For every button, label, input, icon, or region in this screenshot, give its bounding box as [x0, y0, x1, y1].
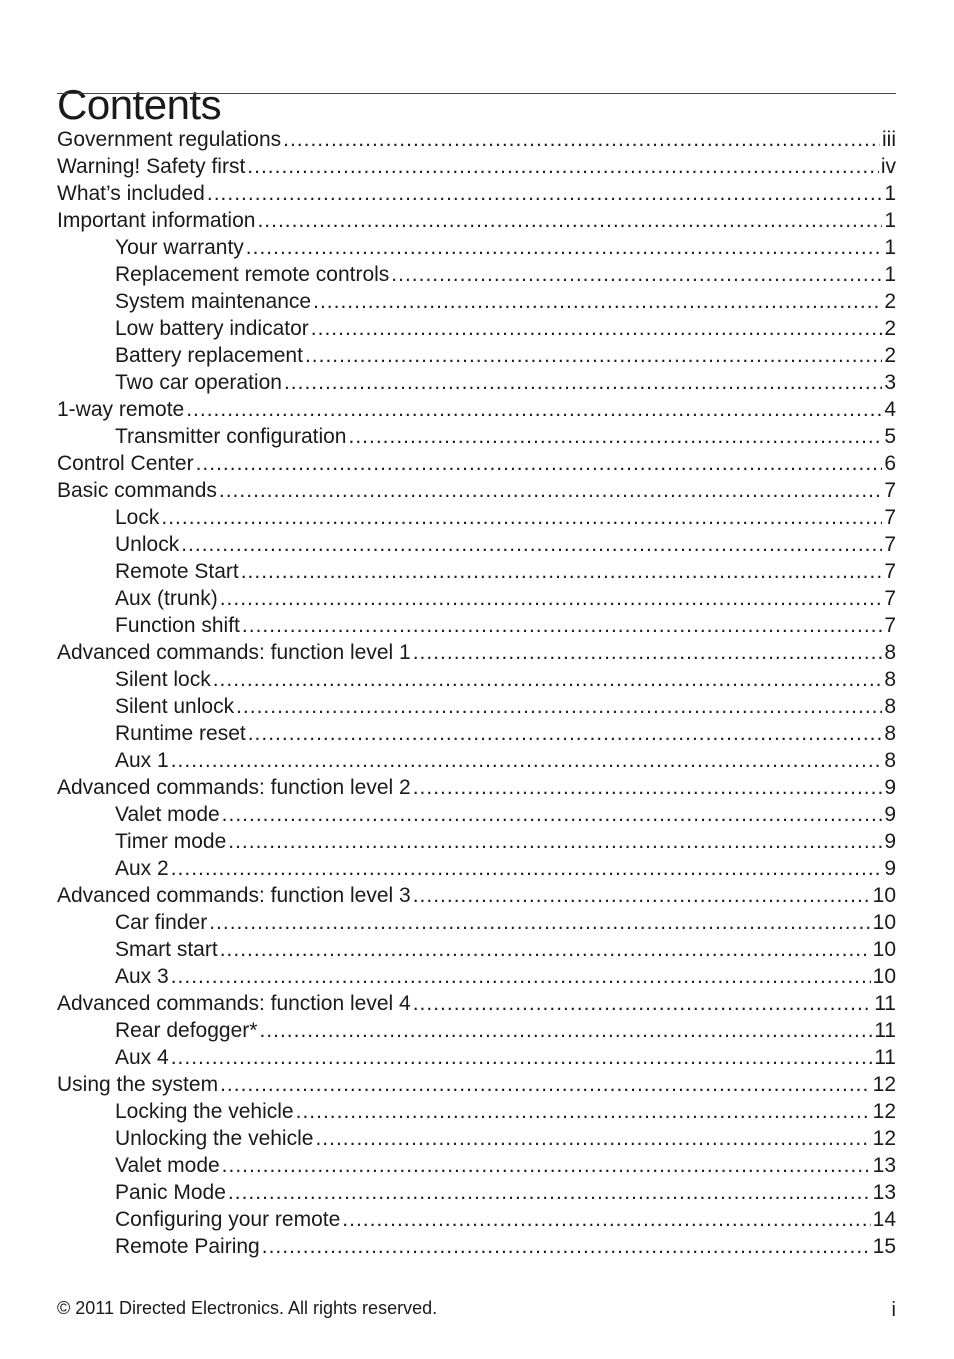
toc-entry[interactable] [57, 450, 896, 477]
toc-entry-page: 11 [874, 1019, 896, 1042]
toc-subentry[interactable] [57, 288, 896, 315]
toc-entry-label: Runtime reset [115, 722, 246, 745]
toc-entry-page: 7 [884, 533, 896, 556]
toc-entry-page: 8 [884, 641, 896, 664]
toc-entry-page: 1 [884, 182, 896, 205]
toc-entry-label: Timer mode [115, 830, 227, 853]
toc-entry-page: 7 [884, 587, 896, 610]
toc-subentry[interactable] [57, 909, 896, 936]
page-number: i [891, 1299, 896, 1321]
toc-subentry[interactable] [57, 963, 896, 990]
dot-leader [171, 855, 883, 882]
toc-entry-page: 2 [884, 344, 896, 367]
dot-leader [161, 504, 882, 531]
toc-entry-page: 2 [884, 317, 896, 340]
toc-entry-label: Advanced commands: function level 2 [57, 776, 411, 799]
toc-entry-page: 13 [872, 1181, 896, 1204]
toc-subentry[interactable] [57, 936, 896, 963]
toc-entry-page: 12 [872, 1127, 896, 1150]
toc-entry-page: 10 [872, 884, 896, 907]
toc-entry-page: 7 [884, 614, 896, 637]
dot-leader [213, 666, 883, 693]
toc-entry-page: iii [882, 128, 896, 151]
toc-entry-page: 7 [884, 506, 896, 529]
toc-subentry[interactable] [57, 1125, 896, 1152]
toc-subentry[interactable] [57, 612, 896, 639]
dot-leader [222, 1152, 871, 1179]
toc-entry-label: What’s included [57, 182, 205, 205]
toc-entry-page: 6 [884, 452, 896, 475]
toc-entry-label: Control Center [57, 452, 194, 475]
toc-entry-page: 1 [884, 209, 896, 232]
toc-entry-label: Configuring your remote [115, 1208, 341, 1231]
toc-entry-label: Panic Mode [115, 1181, 226, 1204]
toc-entry-page: 9 [884, 776, 896, 799]
toc-subentry[interactable] [57, 693, 896, 720]
toc-entry-label: Aux 3 [115, 965, 169, 988]
toc-entry-page: iv [880, 155, 896, 178]
toc-subentry[interactable] [57, 369, 896, 396]
toc-entry[interactable] [57, 126, 896, 153]
toc-entry[interactable] [57, 180, 896, 207]
toc-entry-page: 10 [872, 911, 896, 934]
dot-leader [209, 909, 870, 936]
toc-entry-label: Function shift [115, 614, 240, 637]
toc-entry-label: Aux (trunk) [115, 587, 218, 610]
toc-entry[interactable] [57, 990, 896, 1017]
toc-entry-page: 8 [884, 668, 896, 691]
toc-entry[interactable] [57, 477, 896, 504]
toc-subentry[interactable] [57, 531, 896, 558]
dot-leader [342, 1206, 870, 1233]
dot-leader [284, 369, 882, 396]
toc-subentry[interactable] [57, 342, 896, 369]
toc-entry-page: 15 [872, 1235, 896, 1258]
dot-leader [207, 180, 882, 207]
dot-leader [246, 234, 883, 261]
toc-entry-page: 11 [874, 1046, 896, 1069]
dot-leader [257, 207, 882, 234]
toc-subentry[interactable] [57, 504, 896, 531]
toc-entry-label: Unlock [115, 533, 180, 556]
toc-entry-page: 14 [872, 1208, 896, 1231]
toc-entry-page: 9 [884, 830, 896, 853]
toc-entry-page: 11 [874, 992, 896, 1015]
toc-entry-label: Aux 1 [115, 749, 169, 772]
toc-entry[interactable] [57, 1071, 896, 1098]
dot-leader [413, 774, 883, 801]
dot-leader [311, 315, 883, 342]
toc-entry-label: 1-way remote [57, 398, 185, 421]
dot-leader [219, 477, 882, 504]
toc-entry-page: 13 [872, 1154, 896, 1177]
toc-subentry[interactable] [57, 315, 896, 342]
toc-entry-page: 10 [872, 965, 896, 988]
dot-leader [196, 450, 883, 477]
toc-entry-label: System maintenance [115, 290, 312, 313]
toc-subentry[interactable] [57, 747, 896, 774]
toc-subentry[interactable] [57, 666, 896, 693]
toc-subentry[interactable] [57, 720, 896, 747]
toc-entry-label: Advanced commands: function level 3 [57, 884, 411, 907]
dot-leader [186, 396, 882, 423]
toc-entry-label: Important information [57, 209, 256, 232]
toc-entry-label: Lock [115, 506, 160, 529]
toc-entry-page: 5 [884, 425, 896, 448]
toc-entry-page: 10 [872, 938, 896, 961]
toc-entry-label: Transmitter configuration [115, 425, 347, 448]
toc-entry-page: 3 [884, 371, 896, 394]
dot-leader [220, 585, 883, 612]
dot-leader [283, 126, 880, 153]
toc-entry-label: Silent lock [115, 668, 211, 691]
toc-entry-page: 2 [884, 290, 896, 313]
dot-leader [220, 1071, 871, 1098]
toc-subentry[interactable] [57, 423, 896, 450]
toc-subentry[interactable] [57, 1233, 896, 1260]
toc-subentry[interactable] [57, 558, 896, 585]
dot-leader [228, 1179, 871, 1206]
toc-subentry[interactable] [57, 234, 896, 261]
toc-entry[interactable] [57, 639, 896, 666]
toc-entry-label: Low battery indicator [115, 317, 309, 340]
dot-leader [228, 828, 882, 855]
toc-subentry[interactable] [57, 261, 896, 288]
dot-leader [296, 1098, 871, 1125]
toc-entry[interactable] [57, 207, 896, 234]
toc-entry-label: Advanced commands: function level 1 [57, 641, 411, 664]
dot-leader [181, 531, 882, 558]
toc-entry-label: Basic commands [57, 479, 217, 502]
toc-subentry[interactable] [57, 1017, 896, 1044]
toc-entry-page: 8 [884, 695, 896, 718]
toc-entry-label: Advanced commands: function level 4 [57, 992, 411, 1015]
toc-entry-label: Rear defogger* [115, 1019, 258, 1042]
toc-entry-label: Two car operation [115, 371, 282, 394]
toc-entry-label: Remote Start [115, 560, 239, 583]
dot-leader [315, 1125, 870, 1152]
dot-leader [248, 720, 883, 747]
dot-leader [313, 288, 882, 315]
toc-entry-page: 1 [884, 263, 896, 286]
toc-subentry[interactable] [57, 1206, 896, 1233]
footer-copyright: © 2011 Directed Electronics. All rights reserved. [57, 1298, 438, 1318]
toc-subentry[interactable] [57, 828, 896, 855]
toc-entry-label: Remote Pairing [115, 1235, 260, 1258]
toc-entry-label: Your warranty [115, 236, 244, 259]
toc-entry-label: Smart start [115, 938, 218, 961]
dot-leader [262, 1233, 871, 1260]
dot-leader [413, 990, 872, 1017]
dot-leader [236, 693, 882, 720]
toc-entry-label: Car finder [115, 911, 208, 934]
toc-entry-page: 7 [884, 479, 896, 502]
toc-entry[interactable] [57, 153, 896, 180]
dot-leader [220, 936, 871, 963]
toc-subentry[interactable] [57, 1044, 896, 1071]
dot-leader [259, 1017, 872, 1044]
title-divider [57, 93, 896, 94]
dot-leader [222, 801, 883, 828]
dot-leader [413, 882, 871, 909]
table-of-contents [57, 126, 896, 1260]
toc-entry-label: Aux 2 [115, 857, 169, 880]
toc-entry-page: 12 [872, 1100, 896, 1123]
toc-entry-label: Locking the vehicle [115, 1100, 294, 1123]
toc-entry-label: Replacement remote controls [115, 263, 390, 286]
toc-entry-label: Silent unlock [115, 695, 235, 718]
toc-subentry[interactable] [57, 1179, 896, 1206]
toc-subentry[interactable] [57, 801, 896, 828]
toc-subentry[interactable] [57, 1152, 896, 1179]
toc-entry-label: Warning! Safety first [57, 155, 246, 178]
toc-entry-label: Unlocking the vehicle [115, 1127, 314, 1150]
dot-leader [348, 423, 882, 450]
dot-leader [171, 1044, 872, 1071]
page-title: Contents [57, 81, 222, 129]
dot-leader [413, 639, 883, 666]
dot-leader [171, 747, 883, 774]
toc-entry-page: 9 [884, 857, 896, 880]
toc-entry-label: Aux 4 [115, 1046, 169, 1069]
toc-entry[interactable] [57, 774, 896, 801]
toc-entry-label: Government regulations [57, 128, 282, 151]
toc-entry-page: 12 [872, 1073, 896, 1096]
dot-leader [247, 153, 879, 180]
dot-leader [305, 342, 882, 369]
toc-entry-label: Using the system [57, 1073, 219, 1096]
toc-subentry[interactable] [57, 585, 896, 612]
toc-entry-page: 9 [884, 803, 896, 826]
dot-leader [242, 612, 882, 639]
toc-entry-label: Battery replacement [115, 344, 303, 367]
toc-entry[interactable] [57, 396, 896, 423]
dot-leader [391, 261, 882, 288]
toc-entry-page: 7 [884, 560, 896, 583]
toc-subentry[interactable] [57, 855, 896, 882]
dot-leader [241, 558, 883, 585]
toc-entry-label: Valet mode [115, 1154, 220, 1177]
toc-entry-label: Valet mode [115, 803, 220, 826]
toc-entry-page: 8 [884, 722, 896, 745]
dot-leader [171, 963, 871, 990]
toc-entry[interactable] [57, 882, 896, 909]
toc-entry-page: 8 [884, 749, 896, 772]
toc-entry-page: 1 [884, 236, 896, 259]
toc-entry-page: 4 [884, 398, 896, 421]
toc-subentry[interactable] [57, 1098, 896, 1125]
